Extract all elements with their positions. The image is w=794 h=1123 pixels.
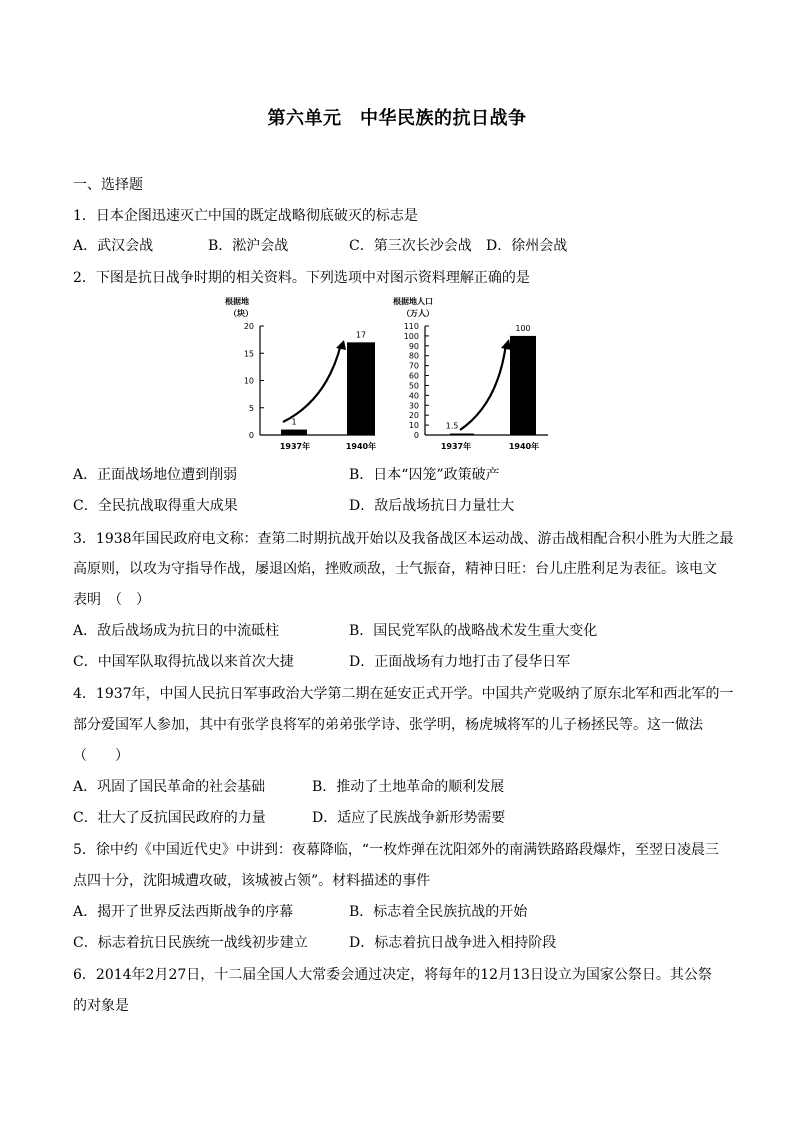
chart2-ytick-label: 50 — [408, 381, 419, 391]
question-5-stem-line-1: 5．徐中约《中国近代史》中讲到：夜幕降临，“一枚炸弹在沈阳郊外的南满铁路路段爆炸，至翌日凌晨三 — [73, 842, 720, 858]
section-heading: 一、选择题 — [73, 177, 143, 193]
q1-option-a[interactable]: A．武汉会战 — [73, 238, 154, 254]
chart1-ytick-label: 15 — [243, 349, 254, 359]
chart1-data-label: 1 — [291, 417, 297, 427]
chart2-ytick-label: 70 — [408, 361, 419, 371]
chart2-category-label: 1937年 — [440, 442, 472, 451]
chart2-bar — [510, 336, 536, 435]
question-1-stem: 1．日本企图迅速灭亡中国的既定战略彻底破灭的标志是 — [73, 208, 418, 224]
chart2-ytick-label: 110 — [403, 322, 419, 331]
chart2-ytick-label: 20 — [408, 411, 419, 421]
chart1-ytick-label: 20 — [243, 322, 254, 331]
chart2-ytick-label: 60 — [408, 371, 419, 381]
chart2-data-label: 1.5 — [445, 421, 459, 431]
question-4-stem-line-1: 4．1937年，中国人民抗日军事政治大学第二期在延安正式开学。中国共产党吸纳了原东北军和西北军的一 — [73, 686, 734, 702]
chart1-arrow-head — [336, 340, 346, 350]
q2-option-b[interactable]: B．日本“囚笼”政策破产 — [349, 467, 500, 483]
chart1-ylabel-1: 根据地 — [225, 297, 249, 306]
q2-option-d[interactable]: D．敌后战场抗日力量壮大 — [349, 498, 515, 514]
question-3-stem-line-1: 3．1938年国民政府电文称：查第二时期抗战开始以及我备战区本运动战、游击战相配合积小胜为大胜之最 — [73, 531, 734, 547]
question-3-stem-line-2: 高原则，以攻为守指导作战，屡退凶焰，挫败顽敌，士气振奋，精神日旺：台儿庄胜利足为表征。该电文 — [73, 561, 717, 577]
q1-option-b[interactable]: B．淞沪会战 — [208, 238, 289, 254]
q5-option-c[interactable]: C．标志着抗日民族统一战线初步建立 — [73, 935, 308, 951]
q5-option-d[interactable]: D．标志着抗日战争进入相持阶段 — [349, 935, 557, 951]
question-4-stem-line-2: 部分爱国军人参加，其中有张学良将军的弟弟张学诗、张学明，杨虎城将军的儿子杨拯民等。这一做法 — [73, 717, 703, 733]
q5-option-b[interactable]: B．标志着全民族抗战的开始 — [349, 904, 528, 920]
chart1-bar — [281, 430, 307, 435]
q3-option-a[interactable]: A．敌后战场成为抗日的中流砥柱 — [73, 623, 280, 639]
chart1-bar — [347, 342, 375, 435]
chart2-arrow-head — [501, 339, 511, 350]
chart-base-population — [390, 292, 560, 454]
q4-option-c[interactable]: C．壮大了反抗国民政府的力量 — [73, 810, 266, 826]
chart2-growth-arrow — [460, 344, 506, 430]
chart1-growth-arrow — [283, 344, 341, 422]
q3-option-d[interactable]: D．正面战场有力地打击了侵华日军 — [349, 654, 571, 670]
q2-option-c[interactable]: C．全民抗战取得重大成果 — [73, 498, 238, 514]
question-3-stem-line-3: 表明 （ ） — [73, 592, 150, 608]
chart1-category-label: 1940年 — [345, 442, 377, 451]
q1-option-d[interactable]: D．徐州会战 — [486, 238, 568, 254]
q5-option-a[interactable]: A．揭开了世界反法西斯战争的序幕 — [73, 904, 294, 920]
q2-option-a[interactable]: A．正面战场地位遭到削弱 — [73, 467, 238, 483]
chart-base-areas — [215, 292, 385, 454]
question-6-stem-line-1: 6．2014年2月27日，十二届全国人大常委会通过决定，将每年的12月13日设立为国家公祭日。其公祭 — [73, 967, 712, 983]
chart1-data-label: 17 — [355, 330, 367, 340]
page-title: 第六单元 中华民族的抗日战争 — [267, 108, 527, 129]
question-4-stem-line-3: （ ） — [73, 748, 129, 764]
q4-option-d[interactable]: D．适应了民族战争新形势需要 — [312, 810, 506, 826]
question-5-stem-line-2: 点四十分，沈阳城遭攻破，该城被占领”。材料描述的事件 — [73, 873, 431, 889]
question-2-stem: 2．下图是抗日战争时期的相关资料。下列选项中对图示资料理解正确的是 — [73, 270, 530, 286]
question-6-stem-line-2: 的对象是 — [73, 998, 129, 1014]
chart1-category-label: 1937年 — [279, 442, 311, 451]
chart1-ylabel-2: （块） — [229, 309, 253, 318]
q3-option-c[interactable]: C．中国军队取得抗战以来首次大捷 — [73, 654, 294, 670]
chart1-ytick-label: 10 — [243, 376, 254, 386]
q3-option-b[interactable]: B．国民党军队的战略战术发生重大变化 — [349, 623, 598, 639]
chart2-ytick-label: 10 — [408, 421, 419, 431]
chart1-ytick-label: 5 — [248, 403, 254, 413]
chart2-ylabel-2: （万人） — [402, 309, 434, 318]
q4-option-a[interactable]: A．巩固了国民革命的社会基础 — [73, 779, 266, 795]
chart2-ytick-label: 30 — [408, 401, 419, 411]
chart2-ytick-label: 40 — [408, 391, 419, 401]
q4-option-b[interactable]: B．推动了土地革命的顺利发展 — [312, 779, 505, 795]
chart2-ytick-label: 80 — [408, 351, 419, 361]
chart2-ylabel-1: 根据地人口 — [393, 297, 433, 306]
chart2-ytick-label: 100 — [403, 331, 419, 341]
q1-option-c[interactable]: C．第三次长沙会战 — [349, 238, 472, 254]
chart2-data-label: 100 — [515, 323, 531, 333]
chart2-category-label: 1940年 — [508, 442, 540, 451]
chart2-ytick-label: 90 — [408, 341, 419, 351]
chart1-ytick-label: 0 — [248, 431, 254, 440]
chart2-ytick-label: 0 — [413, 431, 419, 440]
chart2-bar — [450, 434, 474, 436]
